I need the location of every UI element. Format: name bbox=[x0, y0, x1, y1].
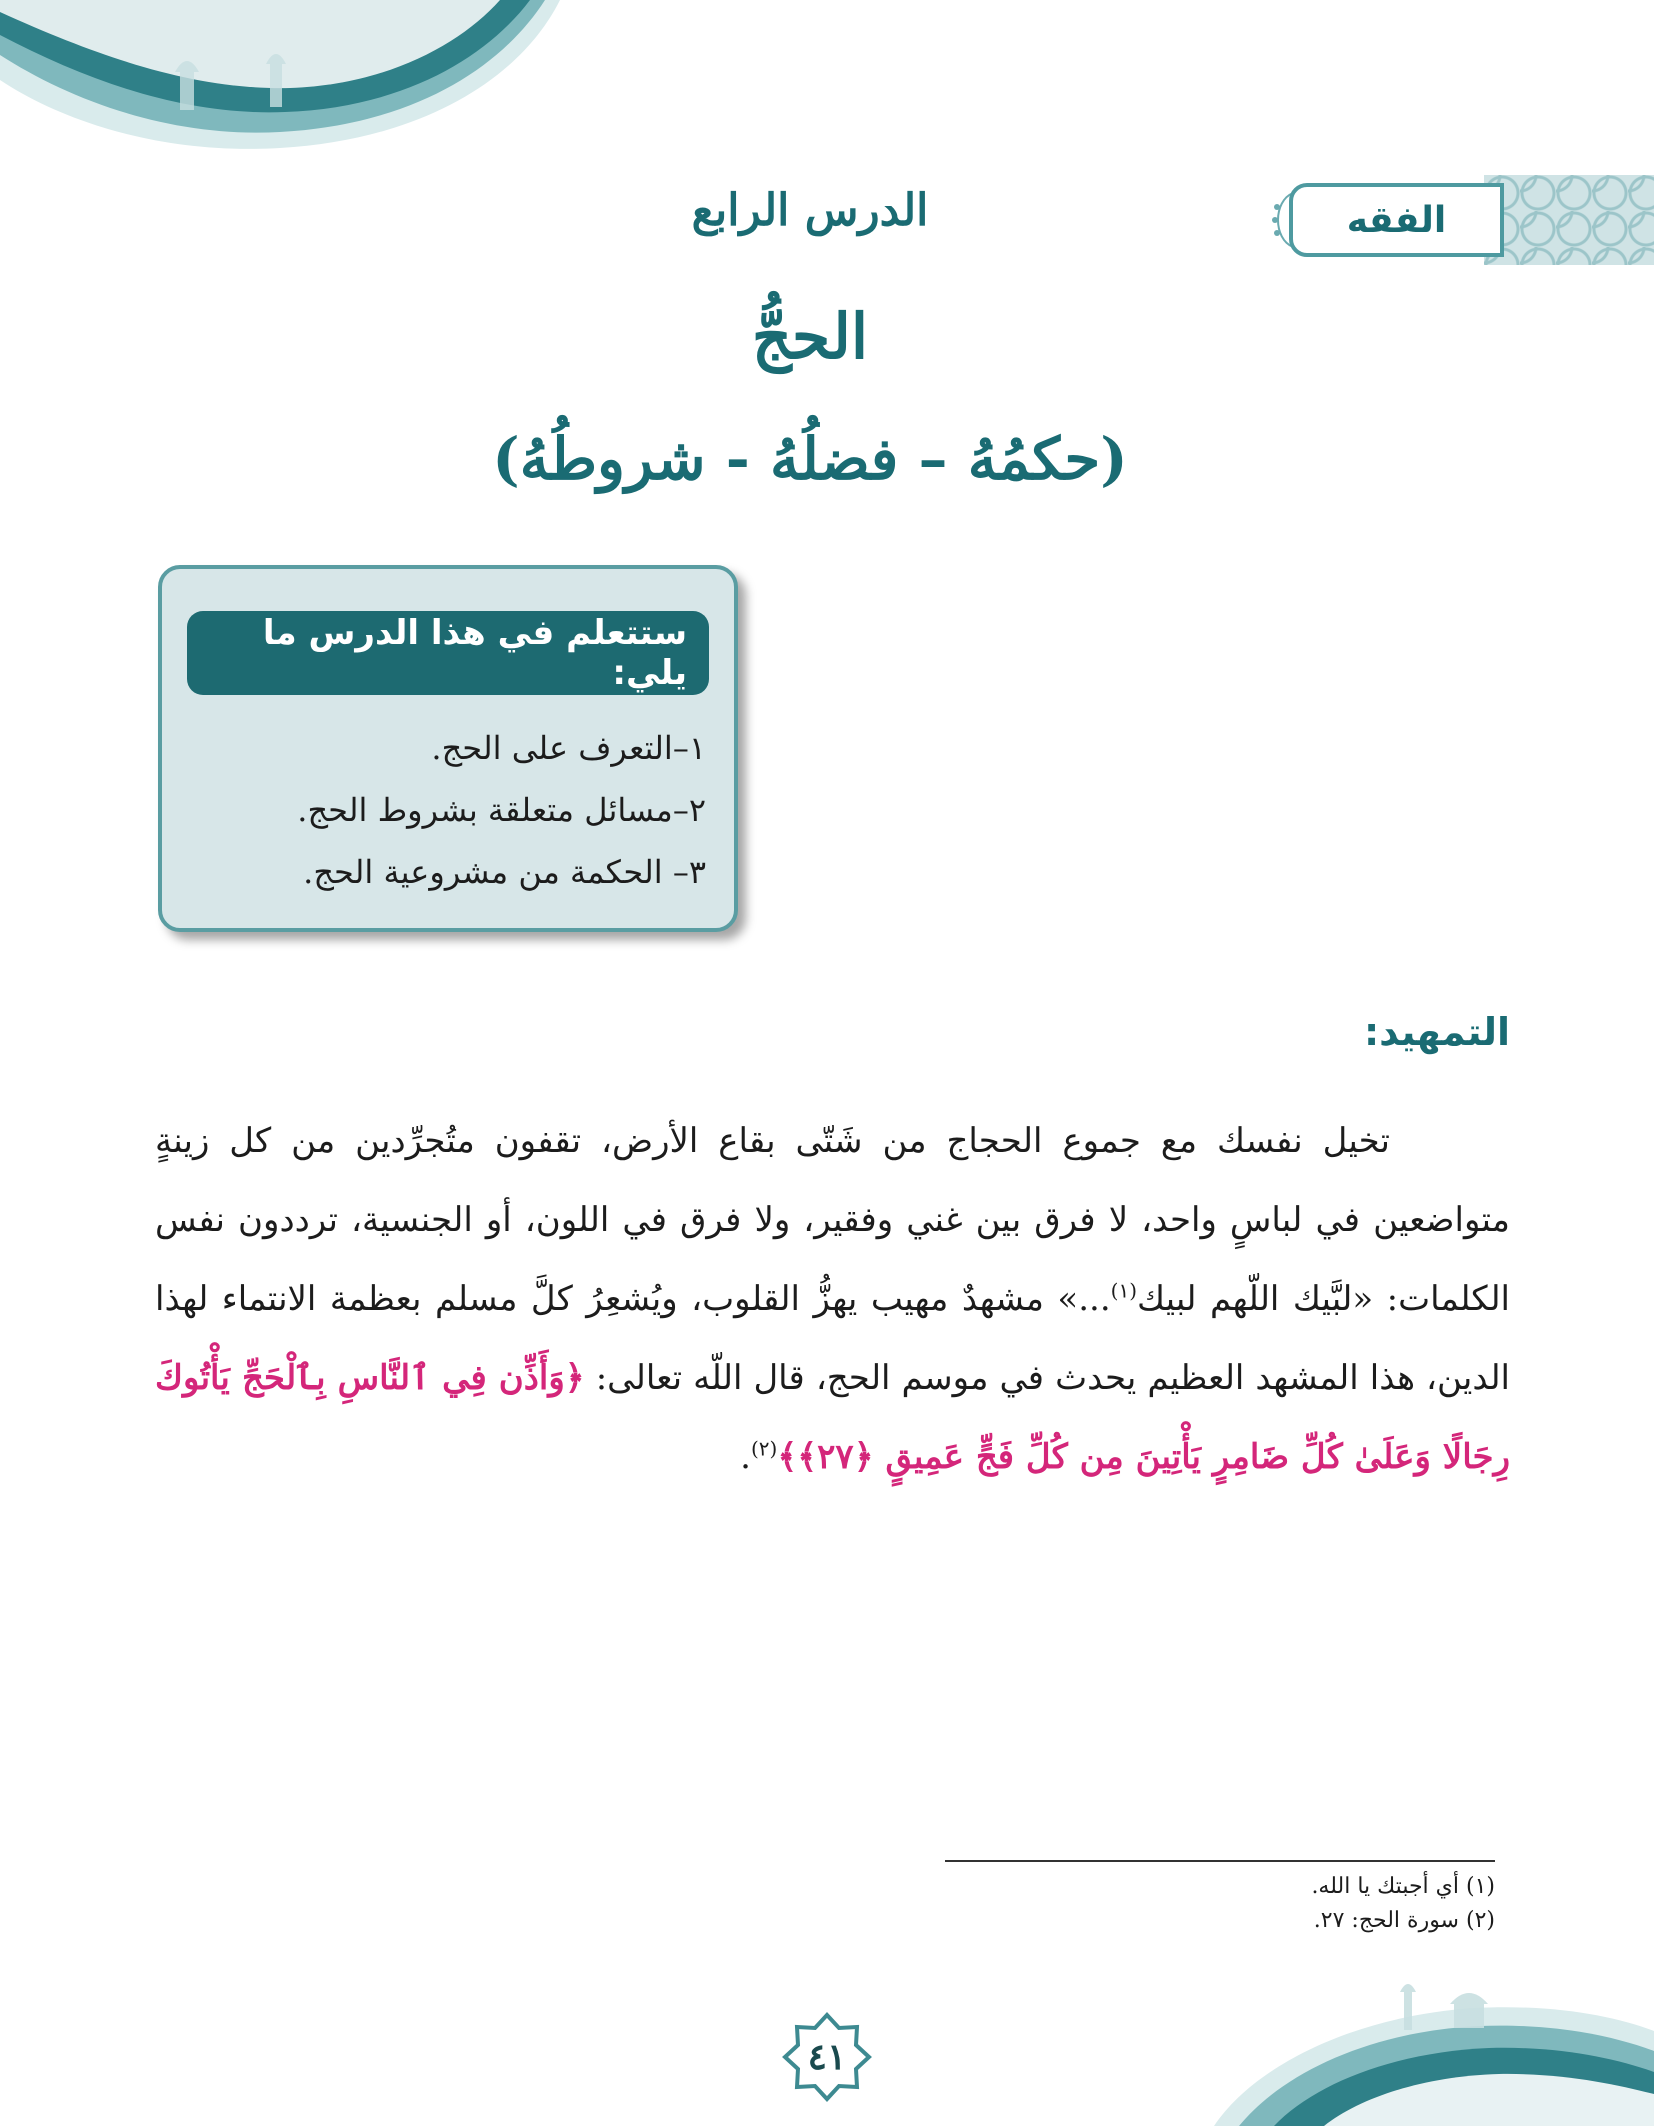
objective-item: ١–التعرف على الحج. bbox=[431, 729, 706, 767]
subject-tab-pattern bbox=[1484, 175, 1654, 265]
intro-paragraph bbox=[155, 1102, 1510, 1497]
footnote-divider bbox=[945, 1860, 1495, 1862]
quran-verse: ﴿وَأَذِّن فِي ٱلنَّاسِ بِٱلْحَجِّ يَأْتُوكَ رِجَالًا وَعَلَىٰ كُلِّ ضَامِرٍ يَأْتِينَ مِن كُلِّ فَجٍّ عَمِيقٍ ﴿٢٧﴾﴾ bbox=[155, 1358, 1510, 1477]
subject-tab bbox=[1264, 175, 1654, 265]
footnote-item: (٢) سورة الحج: ٢٧. bbox=[1313, 1908, 1495, 1933]
header-wave-decoration bbox=[0, 0, 560, 160]
intro-text: تخيل نفسك مع جموع الحجاج من شَتّى بقاع الأرض، تقفون متُجرِّدين من كل زينةٍ متواضعين في لباسٍ واحد، لا فرق بين غني وفقير، ولا فرق في اللون، أو الجنسية، ترددون نفس الكلمات: «لبَّيك اللّهم لبيك bbox=[155, 1121, 1510, 1319]
objectives-list bbox=[196, 717, 706, 903]
lesson-subtitle: (حكمُهُ – فضلُهُ - شروطُهُ) bbox=[492, 425, 1128, 493]
page-number: ٤١ bbox=[807, 2036, 847, 2078]
lesson-title: الحجُّ bbox=[751, 300, 869, 373]
intro-text: ...» مشهدٌ مهيب يهزُّ القلوب، ويُشعِرُ كلَّ مسلم بعظمة الانتماء لهذا الدين، هذا المشهد العظيم يحدث في موسم الحج، قال اللّه تعالى: bbox=[155, 1279, 1511, 1398]
lesson-number: الدرس الرابع bbox=[691, 185, 929, 236]
objectives-heading: ستتعلم في هذا الدرس ما يلي: bbox=[187, 611, 709, 695]
objectives-box bbox=[158, 565, 738, 932]
intro-heading: التمهيد: bbox=[1363, 1010, 1510, 1054]
page-number-badge bbox=[782, 2012, 872, 2102]
footnotes bbox=[945, 1870, 1495, 1938]
objective-item: ٢–مسائل متعلقة بشروط الحج. bbox=[297, 791, 706, 829]
footnote-item: (١) أي أجبتك يا الله. bbox=[1311, 1874, 1495, 1899]
intro-text-end: . bbox=[740, 1437, 751, 1477]
footer-wave-decoration bbox=[1214, 1976, 1654, 2126]
footnote-ref: (٢) bbox=[750, 1436, 778, 1461]
objective-item: ٣– الحكمة من مشروعية الحج. bbox=[303, 853, 706, 891]
subject-label: الفقه bbox=[1289, 183, 1504, 257]
footnote-ref: (١) bbox=[1110, 1278, 1137, 1303]
